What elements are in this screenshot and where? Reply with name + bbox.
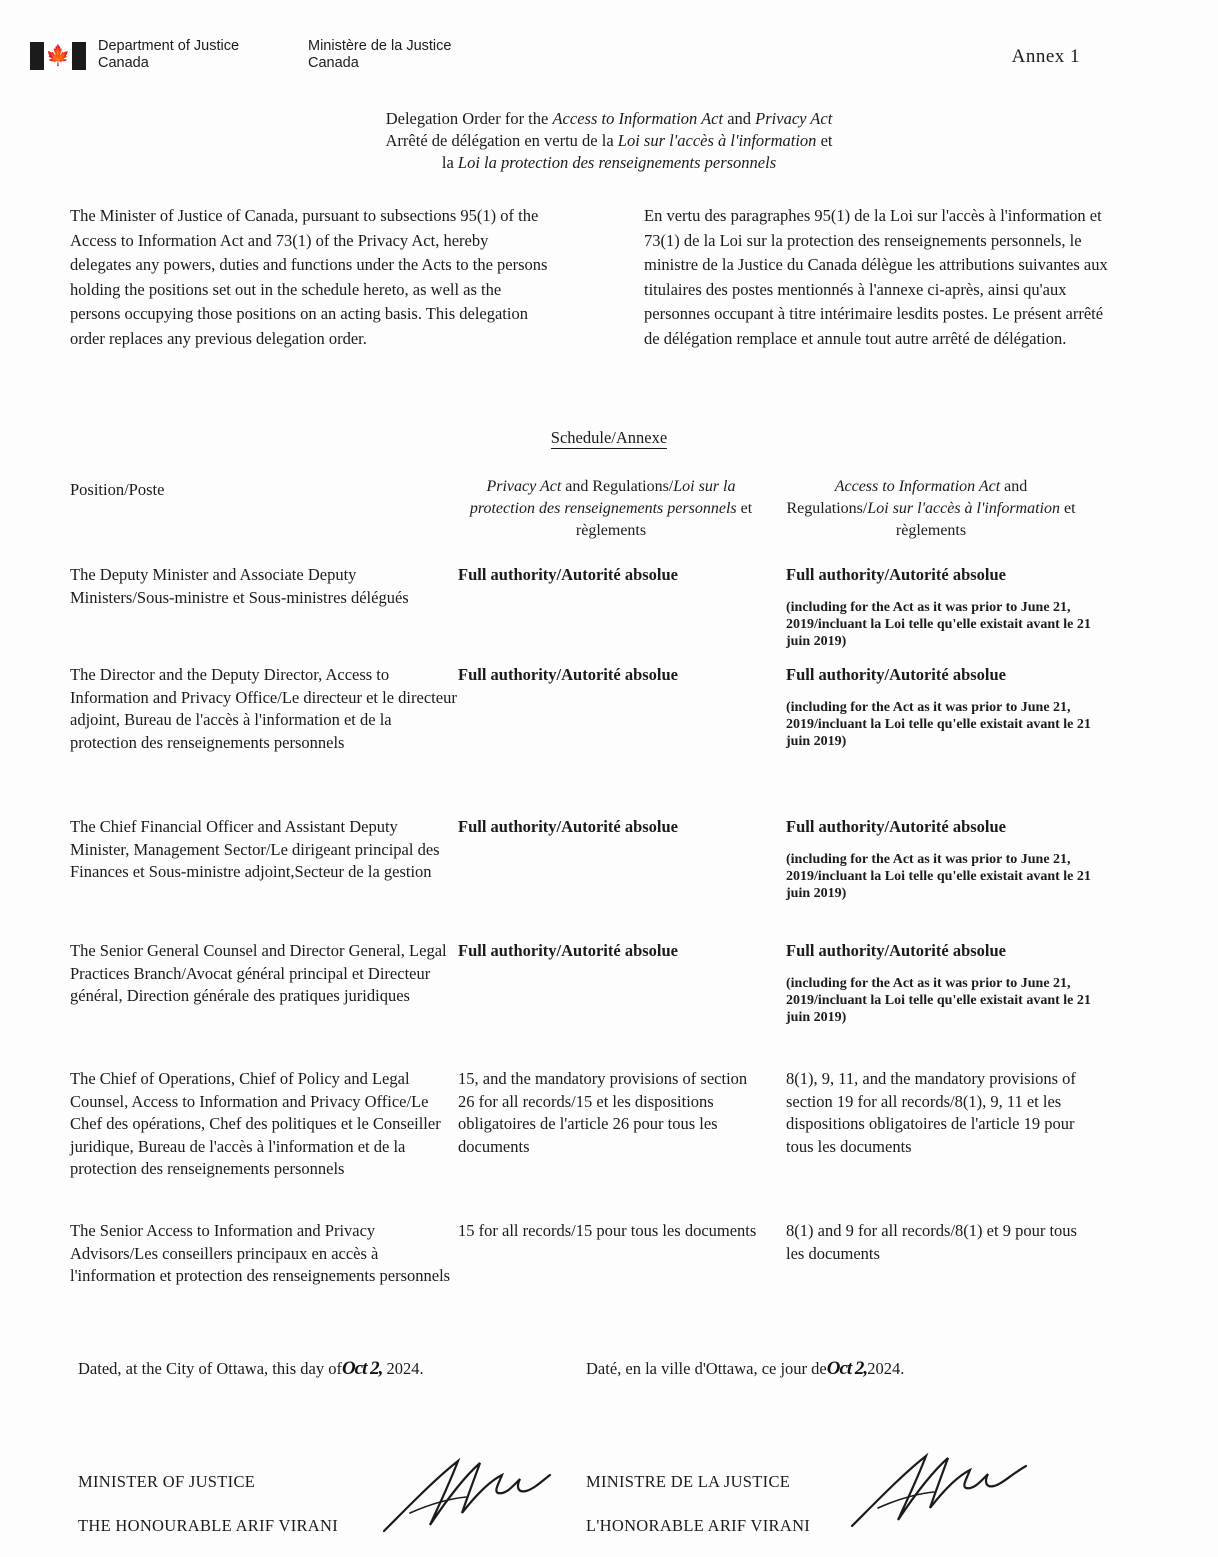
row-access-main: Full authority/Autorité absolue <box>786 565 1007 584</box>
row-access: 8(1), 9, 11, and the mandatory provisions of section 19 for all records/8(1), 9, 11 et les dispositions obligatoires de l'article 19 pour tous les documents <box>786 1069 1076 1156</box>
department-fr-line2: Canada <box>308 55 359 71</box>
schedule-heading <box>0 428 1218 448</box>
title-line1-d: Privacy Act <box>755 109 833 128</box>
document-header <box>0 38 1218 88</box>
row-position: The Senior General Counsel and Director General, Legal Practices Branch/Avocat général principal et Directeur général, Direction générale des pratiques juridiques <box>70 941 447 1005</box>
minister-name-fr: L'HONORABLE ARIF VIRANI <box>586 1516 811 1535</box>
table-row <box>0 816 1218 940</box>
title-line1-a: Delegation Order for the <box>385 109 553 128</box>
title-line-2 <box>0 130 1218 152</box>
title-line1-b: Access to Information Act <box>552 109 724 128</box>
row-access-note: (including for the Act as it was prior to June 21, 2019/incluant la Loi telle qu'elle existait avant le 21 juin 2019) <box>786 975 1091 1025</box>
column-header-position: Position/Poste <box>70 480 165 499</box>
title-line2-c: et <box>816 131 833 150</box>
title-line2-a: Arrêté de délégation en vertu de la <box>385 131 618 150</box>
table-row <box>0 1068 1218 1220</box>
document-title <box>0 108 1218 174</box>
row-access-main: Full authority/Autorité absolue <box>786 665 1007 684</box>
table-row <box>0 940 1218 1068</box>
handwritten-signature-icon <box>380 1455 580 1535</box>
row-position: The Deputy Minister and Associate Deputy Ministers/Sous-ministre et Sous-ministres délégués <box>70 565 409 607</box>
date-english-prefix: Dated, at the City of Ottawa, this day of <box>78 1359 342 1378</box>
row-access-main: Full authority/Autorité absolue <box>786 941 1007 960</box>
intro-english: The Minister of Justice of Canada, pursuant to subsections 95(1) of the Access to Information Act and 73(1) of the Privacy Act, hereby delegates any powers, duties and functions under the Acts to the persons holding the positions set out in the schedule hereto, as well as the persons occupying those positions on an acting basis. This delegation order replaces any previous delegation order. <box>70 206 548 348</box>
date-french-prefix: Daté, en la ville d'Ottawa, ce jour de <box>586 1359 827 1378</box>
department-name-en <box>98 38 239 72</box>
row-access-note: (including for the Act as it was prior to June 21, 2019/incluant la Loi telle qu'elle existait avant le 21 juin 2019) <box>786 599 1091 649</box>
intro-french: En vertu des paragraphes 95(1) de la Loi sur l'accès à l'information et 73(1) de la Loi sur la protection des renseignements personnels, le ministre de la Justice du Canada délègue les attributions suivantes aux titulaires des postes mentionnés à l'annexe ci-après, ainsi qu'aux personnes occupant à titre intérimaire lesdits postes. Le présent arrêté de délégation remplace et annule tout autre arrêté de délégation. <box>644 206 1108 348</box>
row-privacy: 15, and the mandatory provisions of section 26 for all records/15 et les dispositions obligatoires de l'article 26 pour tous les documents <box>458 1069 748 1156</box>
row-access-main: Full authority/Autorité absolue <box>786 817 1007 836</box>
date-french-year: 2024. <box>867 1359 905 1378</box>
row-access <box>786 664 1096 750</box>
table-row <box>0 564 1218 664</box>
department-en-line1: Department of Justice <box>98 38 240 54</box>
row-access: 8(1) and 9 for all records/8(1) et 9 pour tous les documents <box>786 1221 1077 1263</box>
table-row <box>0 1220 1218 1330</box>
row-privacy: Full authority/Autorité absolue <box>458 817 679 836</box>
row-position: The Director and the Deputy Director, Access to Information and Privacy Office/Le directeur et le directeur adjoint, Bureau de l'accès à l'information et de la protection des renseignements personnels <box>70 665 457 752</box>
annex-label: Annex 1 <box>1011 46 1080 67</box>
row-position: The Chief of Operations, Chief of Policy and Legal Counsel, Access to Information and Privacy Office/Le Chef des opérations, Chef des politiques et le Conseiller juridique, Bureau de l'accès à l'information et de la protection des renseignements personnels <box>70 1069 441 1178</box>
table-header-row <box>0 472 1218 564</box>
schedule-heading-text: Schedule/Annexe <box>550 428 668 447</box>
table-row <box>0 664 1218 816</box>
delegation-table <box>0 472 1218 1330</box>
date-english <box>78 1358 424 1380</box>
row-access-note: (including for the Act as it was prior to June 21, 2019/incluant la Loi telle qu'elle existait avant le 21 juin 2019) <box>786 699 1091 749</box>
date-english-handwritten: Oct 2, <box>341 1358 383 1379</box>
row-access <box>786 564 1096 650</box>
row-privacy: 15 for all records/15 pour tous les documents <box>458 1221 757 1240</box>
row-privacy: Full authority/Autorité absolue <box>458 941 679 960</box>
row-position: The Senior Access to Information and Privacy Advisors/Les conseillers principaux en accès à l'information et protection des renseignements personnels <box>70 1221 451 1285</box>
handwritten-signature-icon <box>848 1448 1048 1528</box>
title-line-3 <box>0 152 1218 174</box>
row-access <box>786 816 1096 902</box>
date-french <box>586 1358 904 1380</box>
row-access <box>786 940 1096 1026</box>
department-fr-line1: Ministère de la Justice <box>308 38 452 54</box>
canada-flag-icon <box>30 42 86 70</box>
title-line3-a: la <box>441 153 458 172</box>
row-privacy: Full authority/Autorité absolue <box>458 565 679 584</box>
title-line1-c: and <box>723 109 756 128</box>
row-privacy: Full authority/Autorité absolue <box>458 665 679 684</box>
title-line-1 <box>0 108 1218 130</box>
column-header-access-act: Access to Information Act and Regulations/Loi sur l'accès à l'information et règlements <box>786 478 1076 539</box>
date-english-year: 2024. <box>386 1359 424 1378</box>
title-line2-b: Loi sur l'accès à l'information <box>617 131 817 150</box>
title-line3-b: Loi la protection des renseignements personnels <box>457 153 777 172</box>
row-position: The Chief Financial Officer and Assistant Deputy Minister, Management Sector/Le dirigeant principal des Finances et Sous-ministre adjoint,Secteur de la gestion <box>70 817 440 881</box>
row-access-note: (including for the Act as it was prior to June 21, 2019/incluant la Loi telle qu'elle existait avant le 21 juin 2019) <box>786 851 1091 901</box>
column-header-privacy-act: Privacy Act and Regulations/Loi sur la protection des renseignements personnels et règlements <box>469 478 753 539</box>
department-en-line2: Canada <box>98 55 149 71</box>
date-french-handwritten: Oct 2, <box>826 1358 868 1379</box>
minister-title-en: MINISTER OF JUSTICE <box>78 1472 256 1491</box>
department-name-fr <box>308 38 451 72</box>
minister-name-en: THE HONOURABLE ARIF VIRANI <box>78 1516 339 1535</box>
maple-leaf-icon: 🍁 <box>45 45 71 67</box>
minister-title-fr: MINISTRE DE LA JUSTICE <box>586 1472 791 1491</box>
